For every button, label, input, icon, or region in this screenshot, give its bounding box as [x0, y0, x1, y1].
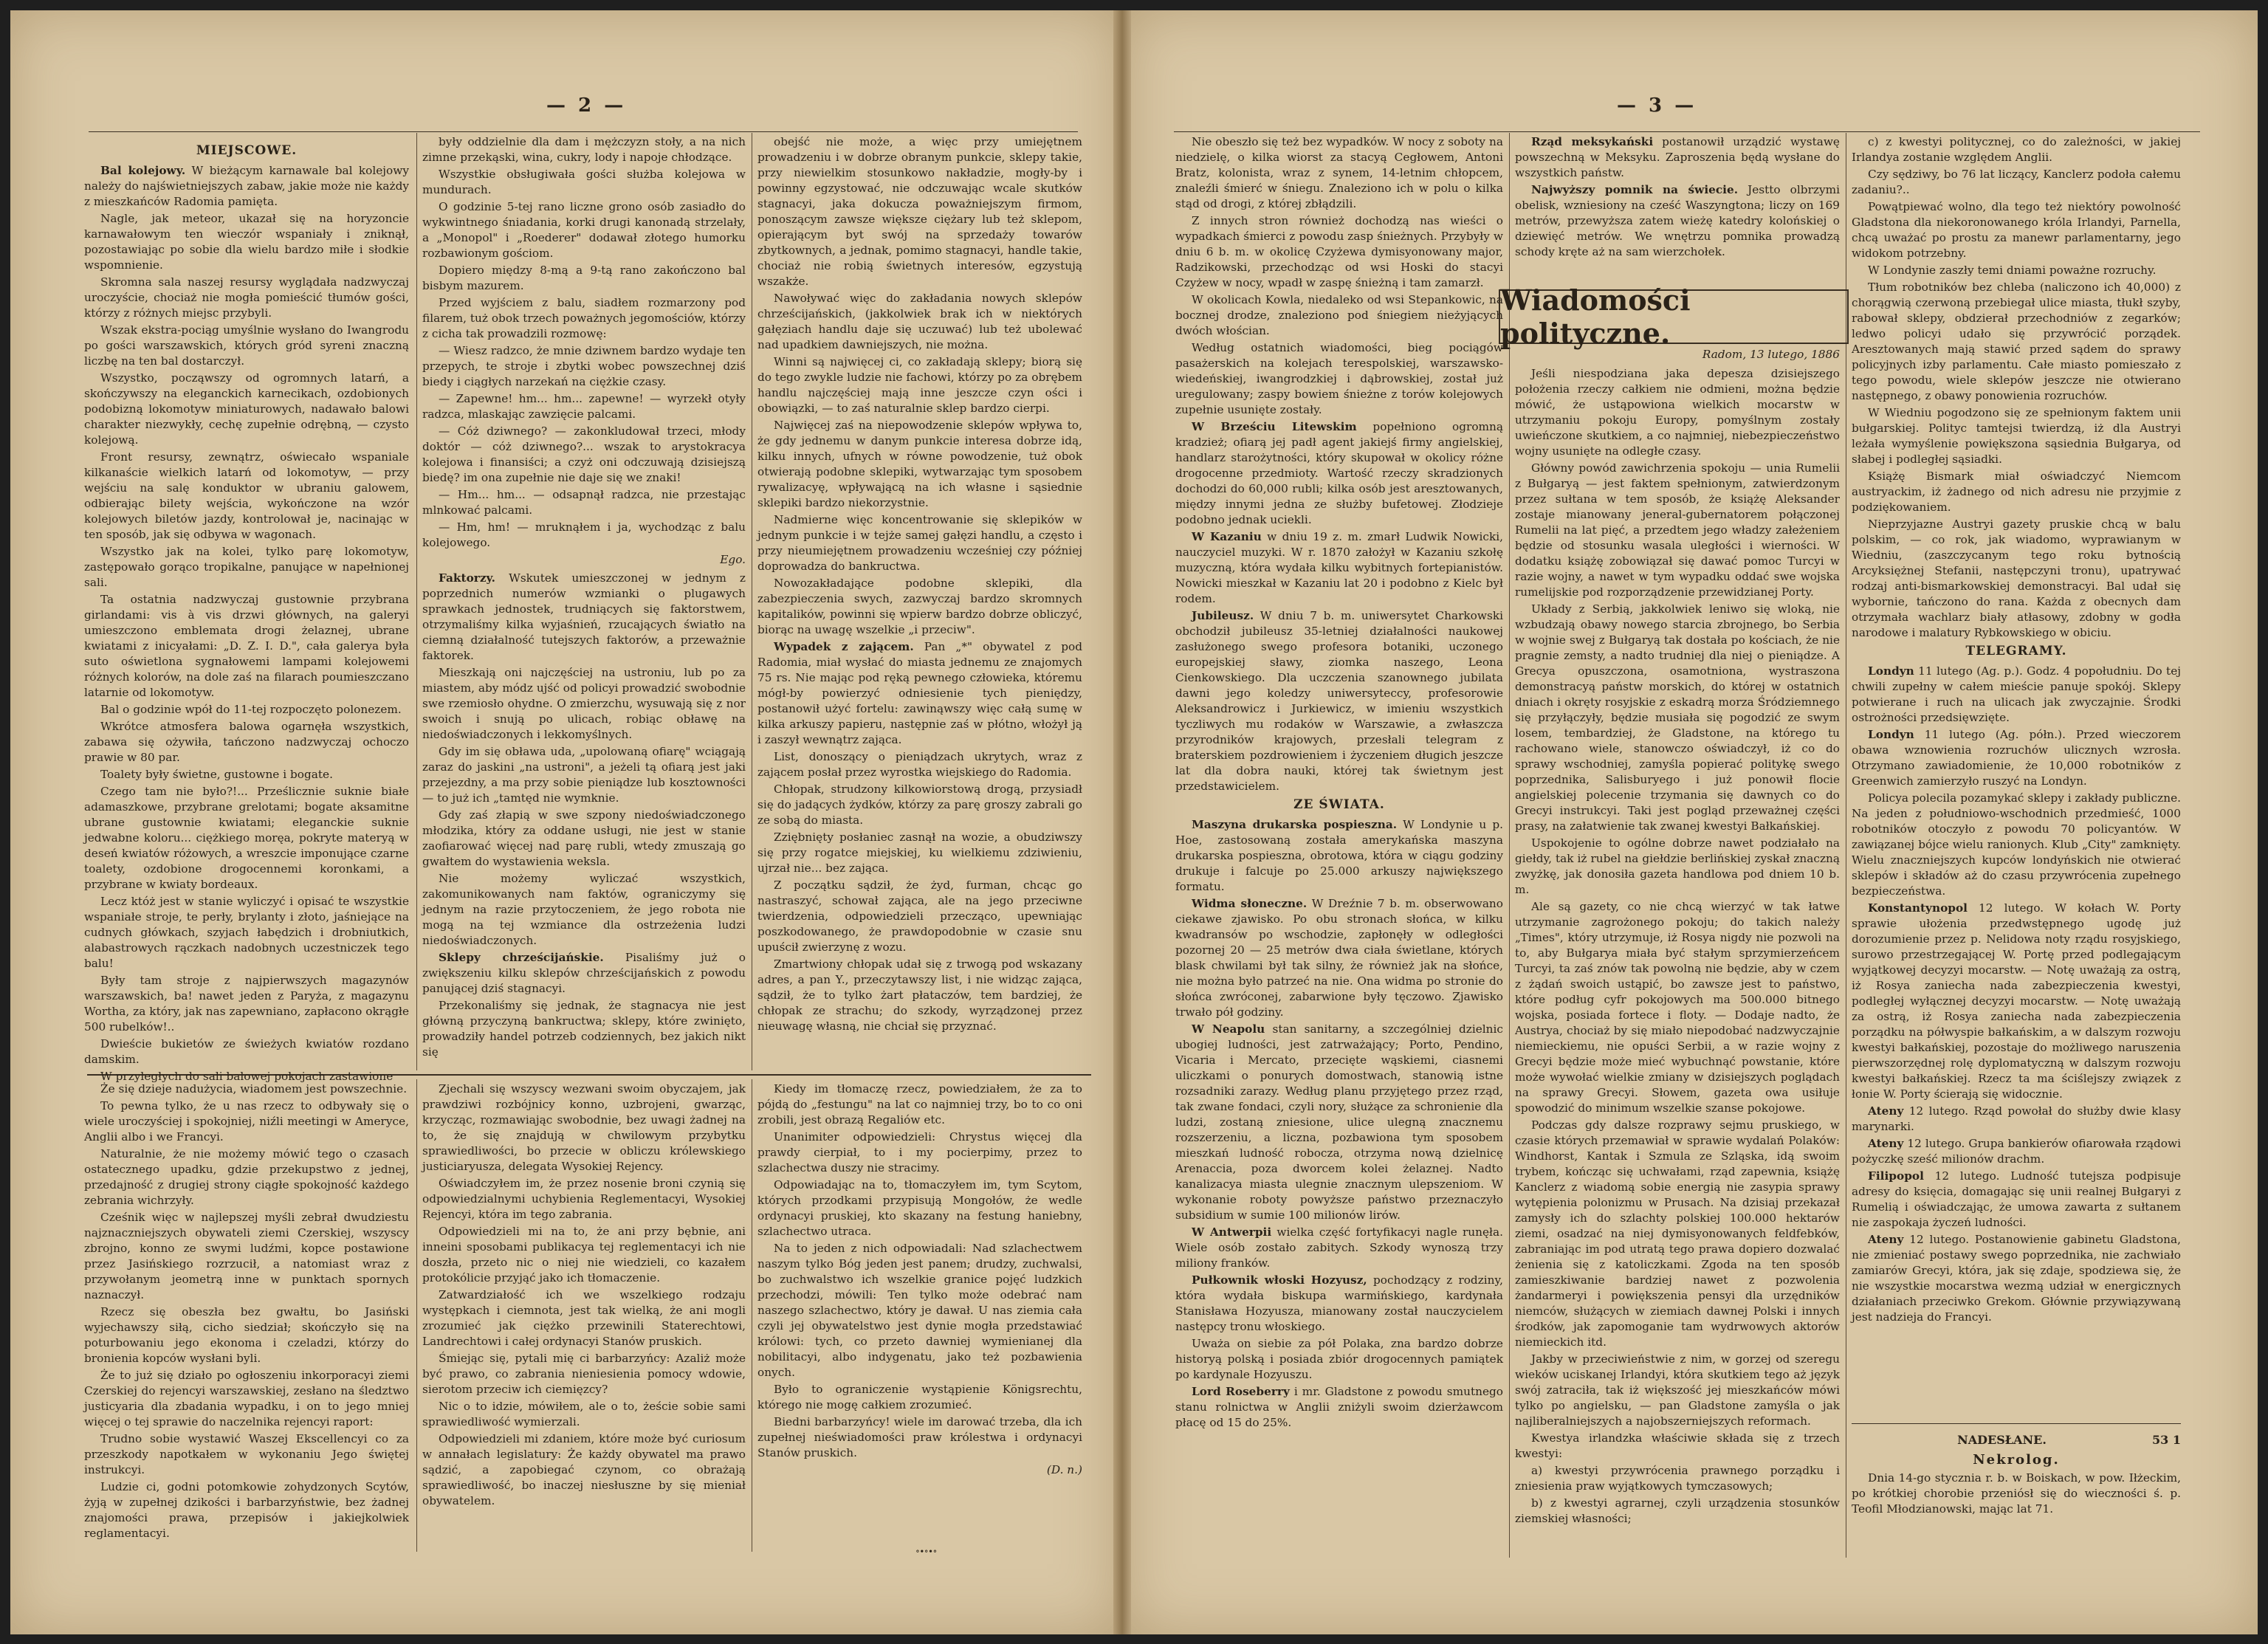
paragraph	[1852, 901, 2181, 1102]
paragraph	[422, 571, 746, 664]
paragraph-text: Były tam stroje z najpierwszych magazynów warszawskich, ba! nawet jeden z Paryża, z magazynu Wortha, za który, jak nas zapewniano, zapłacono okrągłe 500 rubelków!..	[84, 974, 409, 1033]
paragraph-text: 11 lutego (Ag. p.). Godz. 4 popołudniu. Do tej chwili zupełny w całem mieście panuje spokój. Sklepy potwierane i ruch na ulicach jak zwyczajnie. Środki ostrożności przedsięwzięte.	[1852, 664, 2181, 724]
paragraph-text: Nawoływać więc do zakładania nowych sklepów chrześcijańskich, (jakkolwiek brak ich w niektórych gałęziach handlu daje się uczuwać) lub też ubolewać nad upadkiem dawniejszych, nie można.	[757, 292, 1082, 351]
paragraph	[1515, 1496, 1840, 1527]
paragraph-text: W okolicach Kowla, niedaleko od wsi Stepankowic, na bocznej drodze, znaleziono pod śniegiem nieżyjących dwóch włościan.	[1175, 293, 1503, 337]
paragraph-lead: Ateny	[1868, 1137, 1904, 1150]
paragraph-text: Przekonaliśmy się jednak, że stagnacya nie jest główną przyczyną bankructwa; sklepy, które zwinięto, prowadziły handel potrzeb codziennych, bez jakich nikt się	[422, 999, 746, 1059]
paragraph-text: 12 lutego. Grupa bankierów ofiarowała rządowi pożyczkę sześć milionów drachm.	[1852, 1137, 2181, 1166]
paragraph-lead: Rząd meksykański	[1531, 135, 1654, 148]
paragraph	[422, 391, 746, 422]
paragraph	[84, 767, 409, 783]
paragraph-text: Chłopak, strudzony kilkowiorstową drogą, przysiadł się do jadących żydków, którzy za parę groszy zabrali go ze sobą do miasta.	[757, 783, 1082, 827]
paragraph-text: Wszystkie obsługiwała gości służba kolejowa w mundurach.	[422, 168, 746, 196]
paragraph-text: Główny powód zawichrzenia spokoju — unia Rumelii z Bułgaryą — jest faktem spełnionym, zatwierdzonym przez sułtana w tem sposób, że książę Aleksander zostaje mianowany jeneral-gubernatorem połączonej Rumelii na lat pięć, a przedtem jego władzy załeżeniem będzie od stosunku wasala uległości i wierności. W dodatku książę zobowiązał się dawać pomoc Turcyi w razie wojny, a nawet w tym wypadku oddać swe wojska rumelijskie pod rozporządzenie przewidzianej Porty.	[1515, 461, 1840, 599]
paragraph-text: Nowozakładające podobne sklepiki, dla zabezpieczenia swych, zazwyczaj bardzo skromnych kapitalików, powinni się wpierw bardzo dobrze obliczyć, biorąc na uwagę wszelkie „i przeciw".	[757, 577, 1082, 636]
paragraph	[1175, 1384, 1503, 1431]
paragraph	[1175, 1022, 1503, 1223]
paragraph	[1175, 419, 1503, 528]
paragraph-text: Najwięcej zaś na niepowodzenie sklepów wpływa to, że gdy jednemu w danym punkcie interesa dobrze idą, kilku innych, ufnych w równe powodzenie, tuż obok otwierają podobne sklepiki, wytwarzając tym sposobem rywalizacyę, wpływającą na ich własne i sąsiednie sklepiki bardzo niekorzystnie.	[757, 419, 1082, 509]
paragraph-text: Skromna sala naszej resursy wyglądała nadzwyczaj uroczyście, chociaż nie mogła pomieścić tłumów gości, którzy z różnych miejsc przybyli.	[84, 275, 409, 320]
paragraph	[422, 1224, 746, 1286]
paragraph-text: 12 lutego. Ludność tutejsza podpisuje adresy do księcia, domagając się unii realnej Bułgaryi z Rumelią i oświadczając, że umowa zawarta z sułtanem nie zaspokaja życzeń ludności.	[1852, 1169, 2181, 1229]
paragraph-text: 12 lutego. Postanowienie gabinetu Gladstona, nie zmieniać postawy swego poprzednika, nie zachwiało zamiarów Grecyi, która, jak się zdaje, spodziewa się, że nie wszystkie mocarstwa wezmą udział w energicznych działaniach przeciwko Grekom. Głównie przywiązywaną jest nadzieja do Francyi.	[1852, 1233, 2181, 1324]
paragraph	[84, 1146, 409, 1208]
paragraph	[422, 199, 746, 261]
paragraph	[757, 576, 1082, 638]
paragraph	[1515, 836, 1840, 898]
paragraph	[84, 1479, 409, 1541]
ornament: ∘∙∘∙∘	[915, 1546, 938, 1556]
paragraph-text: Ludzie ci, godni potomkowie zohydzonych Scytów, żyją w zupełnej dzikości i barbarzyństwie, bez żadnej znajomości prawa, przepisów i jakiejkolwiek reglamentacyi.	[84, 1480, 409, 1540]
paragraph	[84, 1304, 409, 1366]
article-column	[1852, 134, 2181, 1419]
paragraph-lead: Jubileusz.	[1192, 609, 1254, 622]
paragraph-lead: Maszyna drukarska pospieszna.	[1192, 818, 1398, 831]
paragraph	[1175, 1336, 1503, 1383]
paragraph	[84, 163, 409, 210]
paragraph-text: Zjechali się wszyscy wezwani swoim obyczajem, jak prawdziwi rozbójnicy konno, uzbrojeni, gwarząc, krzycząc, rozmawiając swobodnie, bez uwagi żadnej na to, że się znajdują w chwilowym przybytku sprawiedliwości, bo przecie w obliczu królewskiego justiciaryusza, delegata Wysokiej Rejency.	[422, 1082, 746, 1173]
paragraph	[757, 1241, 1082, 1380]
paragraph-text: Winni są najwięcej ci, co zakładają sklepy; biorą się do tego zwykle ludzie nie fachowi, którzy po za obrębem handlu najczęściej mają inne jeszcze czyn ości i obowiązki, — to zaś naturalnie sklep bardzo cierpi.	[757, 355, 1082, 415]
paragraph-text: Śmiejąc się, pytali mię ci barbarzyńcy: Azaliż może być prawo, co zabrania nieniesienia pomocy wdowie, sierotom przeciw ich ciemięzcy?	[422, 1352, 746, 1396]
paragraph-text: 12 lutego. Rząd powołał do służby dwie klasy marynarki.	[1852, 1104, 2181, 1133]
paragraph	[422, 520, 746, 551]
feuilleton-column	[84, 1081, 409, 1554]
paragraph-text: Kwestya irlandzka właściwie składa się z trzech kwestyi:	[1515, 1431, 1840, 1460]
paragraph	[757, 512, 1082, 574]
paragraph	[757, 1414, 1082, 1461]
paragraph	[422, 808, 746, 870]
paragraph-text: Jestto olbrzymi obelisk, wzniesiony na cześć Waszyngtona; liczy on 169 metrów, przewyższa zatem wieżę katedry kolońskiej o dziewięć metrów. We wnętrzu pomnika prowadzą schody kręte aż na sam wierzchołek.	[1515, 183, 1840, 258]
section-heading: MIEJSCOWE.	[196, 143, 298, 158]
paragraph-text: Na to jeden z nich odpowiadali: Nad szlachectwem naszym tylko Bóg jeden jest panem; drudzy, zuchwalsi, bo zuchwalstwo ich wszelkie granice pojęć ludzkich przechodzi, mówili: Ten tylko może odebrać nam naszego szlachectwo, który je dawał. U nas ziemia cała czyli jej obywatelstwo jest dynie mogła przedstawiać królowi: tych, co przeto dawniej wymienianej dla nobilitacyi, albo indygenatu, jako też pozbawienia onych.	[757, 1242, 1082, 1379]
section-heading: TELEGRAMY.	[1965, 644, 2067, 658]
paragraph-text: Czego tam nie było?!... Prześlicznie suknie białe adamaszkowe, przybrane grelotami; bogate aksamitne ubrane gustownie kwiatami; eleganckie suknie jedwabne koloru... ciężkiego moręa, pokryte materyą w deseń kwiatów różowych, a wreszcie imponujące czarne toalety, ozdobione drogocennemi koronkami, a przybrane w kwiaty bordeaux.	[84, 785, 409, 891]
paragraph-lead: Najwyższy pomnik na świecie.	[1531, 183, 1739, 196]
paragraph-text: Pisaliśmy już o zwiększeniu kilku sklepów chrześcijańskich z powodu panującej dziś stagnacyi.	[422, 951, 746, 995]
paragraph-text: W przyległych do sali balowej pokojach zastawione	[100, 1070, 394, 1083]
paragraph-text: a) kwestyi przywrócenia prawnego porządku i zniesienia praw wyjątkowych tymczasowych;	[1515, 1464, 1840, 1493]
section-heading: ZE ŚWIATA.	[1293, 797, 1385, 812]
paragraph-text: Cześnik więc w najlepszej myśli zebrał dwudziestu najznaczniejszych obywateli ziemi Czerskiej, wszyscy zbrojno, konno ze swymi ludźmi, kopce postawione przez Jasińskiego rozrzucił, a natomiast wraz z przywołanym jeometrą inne w punktach spornych naznaczył.	[84, 1211, 409, 1301]
paragraph	[1852, 791, 2181, 899]
nadeslane-block	[1852, 1428, 2181, 1519]
article-column	[422, 134, 746, 1072]
paragraph-text: Ta ostatnia nadzwyczaj gustownie przybrana girlandami: vis à vis drzwi głównych, na galeryi umieszczono emblemata drogi żelaznej, ubrane kwiatami z inicyałami: „D. Z. I. D.", cała galerya była suto oświetlona sygnałowemi lampami kolejowemi różnych kolorów, na dole zaś na filarach poumieszczano latarnie od lokomotyw.	[84, 593, 409, 699]
paragraph-text: Oświadczyłem im, że przez nosenie broni czynią się odpowiedzialnymi uchybienia Reglementacyi, Wysokiej Rejencyi, która im tego zabrania.	[422, 1177, 746, 1221]
paragraph-text: W Dreźnie 7 b. m. obserwowano ciekawe zjawisko. Po obu stronach słońca, w kilku kwadransów po wschodzie, zapłonęły w odległości pozornej 20 — 25 metrów dwa ciała świetlane, których blask chwilami był tak silny, że również jak na słońce, nie można było patrzeć na nie. Ona widma po stronie do słońca zwróconej, zabarwione były tęczowo. Zjawisko trwało pół godziny.	[1175, 897, 1503, 1019]
paragraph-text: Nic o to idzie, mówiłem, ale o to, żeście sobie sami sprawiedliwość wymierzali.	[422, 1400, 746, 1428]
paragraph-lead: W Neapolu	[1192, 1022, 1265, 1036]
paragraph	[1852, 727, 2181, 789]
paragraph	[1515, 899, 1840, 1116]
paragraph	[84, 1368, 409, 1430]
paragraph-text: Z innych stron również dochodzą nas wieści o wypadkach śmierci z powodu zasp śnieżnych. Przybyły w dniu 6 b. m. w okolicę Czyżewa dymisyonowany major, Radzikowski, przechodząc od wsi Hoski do stacyi Czyżew w nocy, wpadł w zaspę śnieżną i tam zamarzł.	[1175, 214, 1503, 289]
paragraph-lead: Konstantynopol	[1868, 901, 1968, 915]
paragraph-text: wielka część fortyfikacyi nagle runęła. Wiele osób zostało zabitych. Szkody wynoszą trzy miliony franków.	[1175, 1225, 1503, 1270]
dateline: Radom, 13 lutego, 1886	[1702, 348, 1840, 361]
paragraph-text: stan sanitarny, a szczególniej dzielnic ubogiej ludności, jest zatrważający; Porto, Pendino, Vicaria i Mercato, przecięte wąskiemi, ciasnemi uliczkami o ponurych domostwach, stanowią istne rozsadniki zarazy. Według planu przyjętego przez rząd, tak zwane fondaci, czyli nory, służące za schronienie dla ludzi, zostaną zniesione, ulice ulegną znacznemu rozszerzeniu, a liczna, pozbawiona tym sposobem mieszkań ludność robocza, otrzyma nową dzielnicę Arenaccia, poza dworcem kolei żelaznej. Nadto kanalizacya miasta ulegnie znacznym ulepszeniom. W wykonanie roboty powyższe państwo przeznaczyło subsidium w sumie 100 milionów lirów.	[1175, 1022, 1503, 1222]
paragraph	[84, 894, 409, 971]
paragraph-text: Trudno sobie wystawić Waszej Ekscellencyi co za przeszkody napotkałem w wykonaniu Jego świętej instrukcyi.	[84, 1432, 409, 1476]
paragraph	[757, 134, 1082, 289]
paragraph	[422, 998, 746, 1060]
article-column	[1515, 366, 1840, 1562]
paragraph-text: — Wiesz radzco, że mnie dziwnem bardzo wydaje ten przepych, te stroje i zbytki wobec powszechnej dziś biedy i ciągłych narzekań na ciężkie czasy.	[422, 344, 746, 388]
paragraph-text: Układy z Serbią, jakkolwiek leniwo się wloką, nie wzbudzają obawy nowego starcia zbrojnego, bo Serbia w wojnie swej z Bułgaryą tak dostała po kościach, że nie pragnie zemsty, a nadto trudniej dla niej o pieniądze. A Grecya opuszczona, osamotniona, wystraszona demonstracyą państw morskich, do której w ostatnich dniach i okręty rosyjskie z eskadrą morza Śródziemnego się przyłączyły, będzie musiała się pogodzić ze swym losem, tembardziej, że Gladstone, na którego tu rachowano wiele, stanowczo oświadczył, iż co do sprawy wschodniej, zamyśla popierać politykę swego poprzednika, Salisburyego i już ponowił flocie angielskiej polecenie trzymania się dawnych co do Grecyi instrukcyi. Taki jest pogląd przeważnej części prasy, na załatwienie tak zwanej kwestyi Bałkańskiej.	[1515, 602, 1840, 833]
paragraph	[84, 1210, 409, 1303]
paragraph	[757, 749, 1082, 780]
paragraph-text: Przed wyjściem z balu, siadłem rozmarzony pod filarem, tuż obok trzech poważnych jegomościów, którzy z cicha tak prowadzili rozmowę:	[422, 296, 746, 340]
feuilleton-column	[757, 1081, 1082, 1554]
paragraph	[757, 418, 1082, 511]
paragraph-text: W Wiedniu pogodzono się ze spełnionym faktem unii bułgarskiej. Polityc tamtejsi twierdzą, iż dla Austryi leżała wymyślenie powiększona sąsiednia Bułgarya, od słabej i podległej sąsiadki.	[1852, 406, 2181, 466]
paragraph-text: popełniono ogromną kradzież; ofiarą jej padł agent jakiejś firmy angielskiej, handlarz starożytności, który skupował w okolicy różne drogocenne przedmioty. Wartość rzeczy skradzionych dochodzi do 60,000 rubli; kilka osób jest aresztowanych, między innymi jedna ze służby bufetowej. Złodzieje podobno jednak uciekli.	[1175, 420, 1504, 526]
paragraph-text: Odpowiedzieli mi zdaniem, które może być curiosum w annałach legislatury: Że każdy obywatel ma prawo sądzić, a zapobiegać czynom, co obrażają sprawiedliwość, bo inaczej niesłuszne by się mieniał obywatelem.	[422, 1432, 746, 1507]
paragraph-text: 11 lutego (Ag. półn.). Przed wieczorem obawa wznowienia rozruchów ulicznych wzrosła. Otrzymano zawiadomienie, że 10,000 robotników z Greenwich zamierzyło ruszyć na Londyn.	[1852, 728, 2181, 788]
paragraph-lead: W Brześciu Litewskim	[1192, 420, 1357, 433]
paragraph-text: Uważa on siebie za pół Polaka, zna bardzo dobrze historyą polską i posiada zbiór drogocennych pamiątek po kardynale Hozyuszu.	[1175, 1337, 1503, 1381]
paragraph-text: Powątpiewać wolno, dla tego też niektóry powolność Gladstona dla niekoronowanego króla Irlandyi, Parnella, chcą uważać po prostu za manewr parlamentarny, jego widokom potrzebny.	[1852, 200, 2181, 260]
paragraph	[1852, 1136, 2181, 1167]
paragraph-text: Pan „*" obywatel z pod Radomia, miał wysłać do miasta jednemu ze znajomych 75 rs. Nie mając pod ręką pewnego człowieka, któremu mógł-by powierzyć odniesienie tych pieniędzy, postanowił użyć fortelu: zawinąwszy więc całą sumę w kilka arkuszy papieru, następnie zaś w płótno, włożył ją i zaszył wewnątrz zająca.	[757, 640, 1082, 746]
paragraph	[1852, 1232, 2181, 1325]
paragraph-text: Lecz któż jest w stanie wyliczyć i opisać te wszystkie wspaniałe stroje, te perły, brylanty i złoto, jaśniejące na cudnych główkach, szyjach łabędzich i drobniutkich, alabastrowych rączkach nadobnych uczestniczek tego balu!	[84, 895, 409, 970]
paragraph	[422, 1176, 746, 1222]
paragraph	[1175, 896, 1503, 1020]
paragraph-text: obejść nie może, a więc przy umiejętnem prowadzeniu i w dobrze obranym punkcie, sklepy takie, przy niewielkim stosunkowo nakładzie, mogły-by i powinny egzystować, nie odczuwając wcale skutków stagnacyi, jaka dokucza poważniejszym firmom, ponoszącym zawsze większe ciężary lub też sklepom, opierającym byt swój na sprzedaży towarów zbytkownych, a jednak, pomimo stagnacyi, handle takie, chociaż nie robią świetnych interesów, egzystują wszakże.	[757, 135, 1082, 288]
paragraph	[84, 592, 409, 701]
paragraph-lead: Lord Roseberry	[1192, 1385, 1290, 1398]
paragraph	[1515, 366, 1840, 459]
paragraph-text: — Zapewne! hm... hm... zapewne! — wyrzekł otyły radzca, mlaskając zawzięcie palcami.	[422, 392, 746, 421]
paragraph-text: W Londynie zaszły temi dniami poważne rozruchy.	[1868, 264, 2157, 277]
paragraph	[84, 973, 409, 1035]
paragraph	[1515, 182, 1840, 260]
paragraph	[757, 1081, 1082, 1128]
paragraph-text: były oddzielnie dla dam i mężczyzn stoły, a na nich zimne przekąski, wina, cukry, lody i napoje chłodzące.	[422, 135, 746, 164]
paragraph-text: Że to już się działo po ogłoszeniu inkorporacyi ziemi Czerskiej do rejencyi warszawskiej, zesłano na śledztwo justicyaria dla zbadania wypadku, i on to jego mniej więcej o tej sprawie do naczelnika rejencyi raport:	[84, 1369, 409, 1428]
paragraph	[1852, 134, 2181, 165]
paragraph	[757, 1382, 1082, 1413]
paragraph	[422, 871, 746, 949]
paragraph	[422, 487, 746, 518]
paragraph	[757, 1129, 1082, 1176]
paragraph-text: Ale są gazety, co nie chcą wierzyć w tak łatwe utrzymanie zagrożonego pokoju; do takich należy „Times", który utrzymuje, iż Rosya nigdy nie pozwoli na to, aby Bułgarya miała być stałym sprzymierzeńcem Turcyi, ta zaś znów tak powolną nie będzie, aby w czem z żądań swoich ustąpić, bo zawsze jest to państwo, które podług cyfr pokojowych ma 500.000 bitnego wojska, posiada fortece i floty. — Dodaje nadto, że Austrya, chociaż by się miało niepodobać nadzwyczajnie niemieckiemu, nie opuści Serbii, a w razie wojny z Grecyi będzie może mieć wybuchnąć powstanie, które może wywołać wielkie zmiany w dzisiejszych poglądach na sprawy Grecyi. Słowem, gazeta owa usiłuje spowodzić do minimum wszelkie szanse pokojowe.	[1515, 900, 1840, 1115]
paragraph-text: Uspokojenie to ogólne dobrze nawet podziałało na giełdy, tak iż rubel na giełdzie berlińskiej zyskał znaczną zwyżkę, jak donosiła gazeta handlowa pod dniem 10 b. m.	[1515, 836, 1840, 896]
paragraph	[422, 167, 746, 198]
paragraph	[1515, 1352, 1840, 1429]
paragraph-text: c) z kwestyi politycznej, co do zależności, w jakiej Irlandya zostanie względem Anglii.	[1852, 135, 2181, 164]
paragraph-text: Biedni barbarzyńcy! wiele im darować trzeba, dla ich zupełnej nieświadomości praw królestwa i ordynacyi Stanów pruskich.	[757, 1415, 1082, 1459]
paragraph-text: Wszystko jak na kolei, tylko parę lokomotyw, zastępowało gorąco tropikalne, panujące w napełnionej sali.	[84, 545, 409, 589]
paragraph	[422, 295, 746, 342]
paragraph	[422, 1431, 746, 1509]
nadeslane-number: 53 1	[2152, 1433, 2181, 1447]
paragraph	[1515, 602, 1840, 834]
paragraph	[422, 1351, 746, 1397]
political-news-masthead: Wiadomości polityczne.	[1499, 289, 1849, 344]
paragraph	[1852, 167, 2181, 198]
paragraph	[422, 1399, 746, 1430]
article-column	[757, 134, 1082, 1072]
paragraph-text: Nie obeszło się też bez wypadków. W nocy z soboty na niedzielę, o kilka wiorst za stacyą Cegłowem, Antoni Bratz, kolonista, wraz z synem, 14-letnim chłopcem, znaleźli śmierć w śniegu. Znaleziono ich w polu o kilka stąd od drogi, z której zbłądzili.	[1175, 135, 1503, 210]
paragraph	[1175, 817, 1503, 895]
paragraph-text: Odpowiedzieli mi na to, że ani przy bębnie, ani inneini sposobami publikacya tej reglementacyi ich nie doszła, przeto nic o niej nie wiedzieli, co kazałem protokólicie przyjąć jako ich tłomaczenie.	[422, 1225, 746, 1284]
paragraph-lead: Widma słoneczne.	[1192, 897, 1307, 910]
paragraph	[1175, 1273, 1503, 1335]
paragraph-text: Wkrótce atmosfera balowa ogarnęła wszystkich, zabawa się ożywiła, tańczono nadzwyczaj ochoczo prawie w 80 par.	[84, 720, 409, 764]
paragraph-lead: Londyn	[1868, 664, 1914, 678]
paragraph-text: Toalety były świetne, gustowne i bogate.	[100, 768, 333, 781]
paragraph-text: Rzecz się obeszła bez gwałtu, bo Jasiński wyjechawszy siłą, cicho siedział; skończyło się na poturbowaniu jego ekonoma i czeladzi, którzy do bronienia kopców wysłani byli.	[84, 1305, 409, 1365]
paragraph-text: Z początku sądził, że żyd, furman, chcąc go nastraszyć, schował zająca, ale na jego przeciwne twierdzenia, odpowiedzieli przecząco, upewniając poszkodowanego, że prawdopodobnie w czasie snu upuścił zwierzynę z wozu.	[757, 878, 1082, 954]
paragraph	[1175, 1225, 1503, 1271]
paragraph-lead: Sklepy chrześcijańskie.	[439, 951, 604, 964]
header-rule-right	[1174, 131, 2200, 132]
feuilleton-column	[422, 1081, 746, 1554]
paragraph-text: w dniu 19 z. m. zmarł Ludwik Nowicki, nauczyciel muzyki. W r. 1870 założył w Kazaniu szkołę muzyczną, która wydała kilku wybitnych fortepianistów. Nowicki mieszkał w Kazaniu lat 20 i podobno z Kielc był rodem.	[1175, 530, 1503, 605]
paragraph-text: Policya polecila pozamykać sklepy i zakłady publiczne. Na jeden z południowo-wschodnich przedmieść, 1000 robotników otoczyło z powodu 70 policyantów. W zawiązanej bójce wielu ranionych. Klub „City" zamknięty. Wielu znaczniejszych kupców londyńskich nie otwierać sklepów i składów aż do czasu przywrócenia zupełnego bezpieczeństwa.	[1852, 791, 2181, 898]
paragraph-lead: Londyn	[1868, 728, 1914, 741]
paragraph-lead: Wypadek z zającem.	[774, 640, 914, 653]
paragraph-text: 12 lutego. W kołach W. Porty sprawie ułożenia przedwstępnego ugodę już dorozumienie przez p. Nelidowa noty rządu rosyjskiego, surowo przestrzegającej W. Portę przed podlegającym wyjątkowej decyzyi mocarstw. — Notę uważają za ostrą, iż Rosya zaniecha nada zabezpieczenia kwestyi, podległej wyłącznej decyzyi mocarstw. — Notę uważają za ostrą, iż Rosya zaniecha nada zabezpieczenia porządku na półwyspie bałkańskim, a w dalszym rozwoju kwestyi bałkańskiej, pozostaje do możliwego naruszenia pierwszorzędnej rolę dyplomatyczną w dalszym rozwoju kwestyi bałkańskiej. Rzecz ta ma ściślejszy związek z łonie W. Porty ścierają się widocznie.	[1852, 901, 2181, 1101]
paragraph	[422, 343, 746, 390]
paragraph	[757, 354, 1082, 416]
paragraph	[422, 950, 746, 997]
paragraph	[1852, 517, 2181, 641]
paragraph	[422, 263, 746, 294]
nadeslane-rule	[1852, 1423, 2181, 1424]
paragraph-text: Było to ograniczenie wystąpienie Königsrechtu, którego nie mogę całkiem zrozumieć.	[757, 1383, 1082, 1411]
column-divider	[416, 1079, 417, 1552]
paragraph	[84, 544, 409, 591]
paragraph-text: Unanimiter odpowiedzieli: Chrystus więcej dla prawdy cierpiał, to i my pocierpimy, przez to szlachectwa duszy nie stracimy.	[757, 1130, 1082, 1174]
paragraph-text: List, donoszący o pieniądzach ukrytych, wraz z zającem posłał przez wyrostka wiejskiego do Radomia.	[757, 750, 1082, 779]
paragraph-text: Gdy zaś złapią w swe szpony niedoświadczonego młodzika, który za oddane usługi, nie jest w stanie zaofiarować więcej nad parę rubli, wtedy zmuszają go gwałtem do wystawienia weksla.	[422, 808, 746, 868]
article-column	[84, 140, 409, 1083]
paragraph	[1175, 134, 1503, 212]
paragraph	[1852, 1169, 2181, 1231]
paragraph	[1852, 263, 2181, 278]
paragraph-text: Gdy im się obława uda, „upolowaną ofiarę" wciągają zaraz do jaskini „na ustroni", a jeżeli tą ofiarą jest jaki przejezdny, a ma przy sobie pieniądze lub kosztowności — to już ich „tamtęd nie wymknie.	[422, 745, 746, 805]
paragraph	[422, 1287, 746, 1349]
paragraph	[1515, 134, 1840, 181]
paragraph-lead: Faktorzy.	[439, 571, 496, 585]
paragraph-text: O godzinie 5-tej rano liczne grono osób zasiadło do wykwintnego śniadania, korki drugi kanonadą strzelały, a „Monopol" i „Roederer" dodawał złotego humorku rozbawionym gościom.	[422, 200, 746, 260]
paragraph	[84, 719, 409, 766]
paragraph-text: Że się dzieje nadużycia, wiadomem jest powszechnie.	[100, 1082, 408, 1096]
paragraph-text: W bieżącym karnawale bal kolejowy należy do najświetniejszych zabaw, jakie może nie każdy z mieszkańców Radomia pamięta.	[84, 164, 409, 208]
paragraph	[84, 450, 409, 543]
signature: Ego.	[720, 553, 746, 566]
nekrolog-title: Nekrolog.	[1973, 1452, 2060, 1468]
paragraph	[422, 134, 746, 165]
paragraph-text: Nadmierne więc koncentrowanie się sklepików w jednym punkcie i w tejże samej gałęzi handlu, a często i przy nieumiejętnem prowadzeniu wcześniej czy później doprowadza do bankructwa.	[757, 513, 1082, 573]
paragraph-text: — Cóż dziwnego? — zakonkludował trzeci, młody doktór — cóż dziwnego?... wszak to arystokracya kolejowa i finansiści; a czyż oni odczuwają dzisiejszą biedę? im ona zupełnie nie daje się we znaki!	[422, 424, 746, 484]
paragraph	[1852, 1104, 2181, 1135]
paragraph	[757, 639, 1082, 748]
paragraph	[1852, 199, 2181, 261]
paragraph	[84, 275, 409, 321]
paragraph-text: Podczas gdy dalsze rozprawy sejmu pruskiego, w czasie których przemawiał w sprawie wydalań Polaków: Windhorst, Kantak i Szmula ze Szląska, idą swoim trybem, kończąc się uchwałami, rząd zapewnia, książę Kanclerz z wiadomą sobie energią nie zasypia sprawy wytępienia polonizmu w Prusach. Na dzisiaj przekazał zamysły ich do szlachty polskiej 100.000 hektarów ziemi, osadzać na niej dymisyonowanych feldfebków, zabraniając im pod utratą tego prawa dopiero dozwalać żenienia się z katoliczkami. Zgoda na ten sposób zamieszkiwanie bardziej nawet z pozwolenia żandarmeryi i powiększenia pensyi dla urzędników niemców, służących w ziemiach dawnej Polski i innych środków, jak zapomoganie tam wydrwowych aktorów niemieckich itd.	[1515, 1118, 1840, 1349]
nekrolog-text: Dnia 14-go stycznia r. b. w Boiskach, w pow. Iłżeckim, po krótkiej chorobie przeniósł się do wieczności ś. p. Teofil Młodzianowski, mając lat 71.	[1852, 1471, 2181, 1516]
paragraph	[1175, 608, 1503, 794]
paragraph-text: Czy sędziwy, bo 76 lat liczący, Kanclerz podoła całemu zadaniu?..	[1852, 168, 2181, 196]
paragraph	[84, 323, 409, 369]
paragraph	[757, 830, 1082, 876]
paragraph-text: Jakby w przeciwieństwie z nim, w gorzej od szeregu wieków uciskanej Irlandyi, która skutkiem tego aż język swój zatraciła, tak iż większość jej mieszkańców mówi tylko po angielsku, — pan Gladstone zamyśla o jak najliberalniejszych a najobszerniejszych reformach.	[1515, 1352, 1840, 1428]
paragraph	[1175, 292, 1503, 339]
paragraph-lead: Filipopol	[1868, 1169, 1924, 1183]
paragraph	[1852, 280, 2181, 404]
paragraph-text: pochodzący z rodziny, która wydała biskupa warmińskiego, kardynała Stanisława Hozyusza, mianowany został nauczycielem następcy tronu włoskiego.	[1175, 1273, 1503, 1333]
right-page-number: — 3 —	[1617, 94, 1697, 117]
paragraph-text: Nie możemy wyliczać wszystkich, zakomunikowanych nam faktów, ograniczymy się jednym na razie przytoczeniem, że jego robota nie mogą na tej wzmiance dla ostrzeżenia ludzi niedoświadczonych.	[422, 872, 746, 947]
paragraph-text: Dwieście bukietów ze świeżych kwiatów rozdano damskim.	[84, 1037, 409, 1066]
paragraph	[422, 665, 746, 743]
paragraph-text: Wszystko, począwszy od ogromnych latarń, a skończywszy na eleganckich karnecikach, ozdobionych podobizną lokomotyw miniaturowych, nadawało balowi charakter niezwykły, cechę zupełnie odrębną, — czysto kolejową.	[84, 371, 409, 447]
paragraph-text: Nagle, jak meteor, ukazał się na horyzoncie karnawałowym ten wieczór wspaniały i zniknął, pozostawiając po sobie dla wielu bardzo miłe i słodkie wspomnienie.	[84, 212, 409, 272]
paragraph	[1852, 405, 2181, 467]
paragraph-text: Książę Bismark miał oświadczyć Niemcom austryackim, iż żadnego od nich adresu nie przyjmie z podziękowaniem.	[1852, 470, 2181, 514]
paragraph	[84, 1431, 409, 1478]
paragraph-text: Zatwardziałość ich we wszelkiego rodzaju występkach i ciemnota, jest tak wielką, że ani mogli zrozumieć jak ciężko przewinili Staterechtowi, Landrechtowi i całej ordynacyi Stanów pruskich.	[422, 1288, 746, 1348]
paragraph-text: i mr. Gladstone z powodu smutnego stanu rolnictwa w Anglii zniżyli swoim dzierżawcom płacę od 15 do 25%.	[1175, 1385, 1503, 1429]
paragraph	[1515, 461, 1840, 600]
paragraph	[1852, 664, 2181, 726]
paragraph	[84, 211, 409, 273]
paragraph	[84, 1081, 409, 1097]
paragraph	[1515, 1431, 1840, 1462]
paragraph	[1175, 529, 1503, 607]
paragraph	[1515, 1118, 1840, 1350]
paragraph	[84, 1098, 409, 1145]
paragraph-text: Wskutek umieszczonej w jednym z poprzednich numerów wzmianki o plugawych sprawkach jednostek, trudniących się faktorstwem, otrzymaliśmy kilka wyjaśnień, rzucających światło na ciemną działalność tutejszych faktorów, a przeważnie faktorek.	[422, 571, 746, 662]
paragraph	[757, 1177, 1082, 1239]
paragraph-text: Tłum robotników bez chleba (naliczono ich 40,000) z chorągwią czerwoną przebiegał ulice miasta, tłukł szyby, rabował sklepy, obdzierał przechodniów z zegarków; ledwo policyi udało się przywrócić porządek. Aresztowanych mają stawić przed sądem do sprawy policyjnych izby parlamentu. Całe miasto pomieszało z tego powodu, wiele sklepów jeszcze nie otwierano następnego, z obawy ponowienia rozruchów.	[1852, 281, 2181, 402]
paragraph	[84, 702, 409, 718]
paragraph-text: Dopiero między 8-mą a 9-tą rano zakończono bal bisbym mazurem.	[422, 264, 746, 292]
paragraph-text: Naturalnie, że nie możemy mówić tego o czasach ostatecznego upadku, gdzie przekupstwo z jednej, przedajność z drugiej strony ciągłe spokojność każdego zebrania wichrzyły.	[84, 1147, 409, 1207]
paragraph	[422, 424, 746, 486]
paragraph	[757, 878, 1082, 955]
paragraph-lead: W Kazaniu	[1192, 530, 1262, 543]
paragraph-text: — Hm, hm! — mruknąłem i ja, wychodząc z balu kolejowego.	[422, 520, 746, 549]
paragraph-text: Nieprzyjazne Austryi gazety pruskie chcą w balu polskim, — co rok, jak wiadomo, wyprawianym w Wiedniu, (zaszczycanym tego roku bytnością Arcyksiężnej Stefanii, następczyni tronu), upatrywać rodzaj anti-bismarkowskiej demonstracyi. Bal udał się wybornie, tańczono do rana. Każda z obecnych dam otrzymała wachlarz biały atłasowy, zdobny w godła narodowe i malatury Rybkowskiego w obiciu.	[1852, 517, 2181, 639]
paragraph	[84, 371, 409, 448]
paragraph-text: To pewna tylko, że u nas rzecz to odbywały się o wiele uroczyściej i spokojniej, niźli meetingi w Ameryce, Anglii albo i we Francyi.	[84, 1099, 409, 1143]
paragraph	[757, 957, 1082, 1034]
paragraph-lead: Pułkownik włoski Hozyusz,	[1192, 1273, 1367, 1287]
paragraph-text: Zmartwiony chłopak udał się z trwogą pod wskazany adres, a pan Y., przeczytawszy list, i nie widząc zająca, sądził, że to tylko żart płataczów, tem bardziej, że chłopak ze strachu; do szkody, wyrządzonej przez nieuwagę własną, nie chciał się przyznać.	[757, 957, 1082, 1033]
paragraph-text: Wszak ekstra-pociąg umyślnie wysłano do Iwangrodu po gości warszawskich, których gród syreni znaczną liczbę na ten bal dostarczył.	[84, 323, 409, 368]
paragraph	[422, 744, 746, 806]
paragraph	[1175, 340, 1503, 418]
paragraph	[422, 1081, 746, 1174]
page-gutter	[1113, 10, 1131, 1634]
paragraph-text: Mieszkają oni najczęściej na ustroniu, lub po za miastem, aby módz ujść od policyi prowadzić swobodnie swe rzemiosło ohydne. O zmierzchu, wysuwają się z nor swoich i snują po ulicach, robiąc obławę na niedoświadczonych i lekkomyślnych.	[422, 666, 746, 741]
paragraph-lead: Ateny	[1868, 1233, 1904, 1246]
paragraph-text: W dniu 7 b. m. uniwersytet Charkowski obchodził jubileusz 35-letniej działalności naukowej zasłużonego swego profesora botaniki, uczonego europejskiej sławy, ziomka naszego, Leona Cienkowskiego. Dla uczczenia szanownego jubilata dawni jego koledzy uniwersyteccy, profesorowie Aleksandrowicz i Jurkiewicz, w imieniu wszystkich tyczliwych mu rodaków w Warszawie, a zwłaszcza przyrodników krajowych, przesłali telegram z braterskiem pozdrowieniem i życzeniem długich jeszcze lat dla dobra nauki, której tak świetnym jest przedstawicielem.	[1175, 609, 1503, 793]
paragraph	[757, 291, 1082, 353]
paragraph-text: Według ostatnich wiadomości, bieg pociągów pasażerskich na kolejach terespolskiej, warszawsko-wiedeńskiej, iwangrodzkiej i dąbrowskiej, został już uregulowany; zaspy bowiem śnieżne z torów kolejowych zupełnie usunięte zostały.	[1175, 341, 1503, 416]
header-rule-left	[89, 131, 1078, 132]
left-page-number: — 2 —	[546, 94, 627, 117]
paragraph	[757, 782, 1082, 828]
paragraph-lead: W Antwerpii	[1192, 1225, 1272, 1239]
paragraph-text: Kiedy im tłomaczę rzecz, powiedziałem, że za to pójdą do „festungu" na lat co najmniej trzy, bo to co oni zrobili, jest obrazą Regaliów etc.	[757, 1082, 1082, 1127]
paragraph-text: postanowił urządzić wystawę powszechną w Meksyku. Zaproszenia będą wysłane do wszystkich państw.	[1515, 135, 1840, 179]
paragraph-text: Zziębnięty posłaniec zasnął na wozie, a obudziwszy się przy rogatce miejskiej, ku wielkiemu zdziwieniu, ujrzał nie... bez zająca.	[757, 830, 1082, 875]
paragraph-lead: Bal kolejowy.	[100, 164, 186, 177]
nadeslane-label: NADESŁANE.	[1957, 1433, 2047, 1447]
paragraph	[1175, 213, 1503, 291]
article-column	[1175, 134, 1503, 1559]
paragraph-text: W Londynie u p. Hoe, zastosowaną została amerykańska maszyna drukarska pospieszna, obrotowa, która w ciągu godziny drukuje i falcuje po 25.000 arkuszy największego formatu.	[1175, 818, 1503, 893]
paragraph	[1852, 469, 2181, 515]
paragraph-text: Odpowiadając na to, tłomaczyłem im, tym Scytom, których przodkami przypisują Mongołów, że wedle ordynacyi pruskiej, kto skazany na festung haniebny, szlachectwo utraca.	[757, 1178, 1082, 1238]
paragraph	[1515, 1463, 1840, 1494]
article-column	[1515, 134, 1840, 282]
paragraph-lead: Ateny	[1868, 1104, 1904, 1118]
signature: (D. n.)	[1046, 1463, 1082, 1476]
paragraph-text: Bal o godzinie wpół do 11-tej rozpoczęto polonezem.	[100, 703, 402, 716]
paragraph	[84, 1036, 409, 1067]
paragraph-text: Jeśli niespodziana jaka depesza dzisiejszego położenia rzeczy całkiem nie odmieni, można będzie mówić, że ustąpowiona wielkich mocarstw w utrzymaniu pokoju Europy, pomyślnym zostały uwieńczone skutkiem, a co najmniej, niebezpieczeństwo wojny usunięte na odległe czasy.	[1515, 367, 1840, 458]
paragraph	[84, 784, 409, 892]
paragraph-text: Front resursy, zewnątrz, oświecało wspaniale kilkanaście wielkich latarń od lokomotyw, — przy wejściu na salę konduktor w ubraniu galowem, odbierając bilety wejścia, wykończone na wzór kolejowych biletów jazdy, kontrolował je, nacinając w ten sposób, jak się odbywa w wagonach.	[84, 450, 409, 541]
paragraph-text: — Hm... hm... — odsapnął radzca, nie przestając mlnkować palcami.	[422, 488, 746, 517]
column-divider	[416, 133, 417, 1070]
paragraph-text: b) z kwestyi agrarnej, czyli urządzenia stosunków ziemskiej własności;	[1515, 1496, 1840, 1525]
